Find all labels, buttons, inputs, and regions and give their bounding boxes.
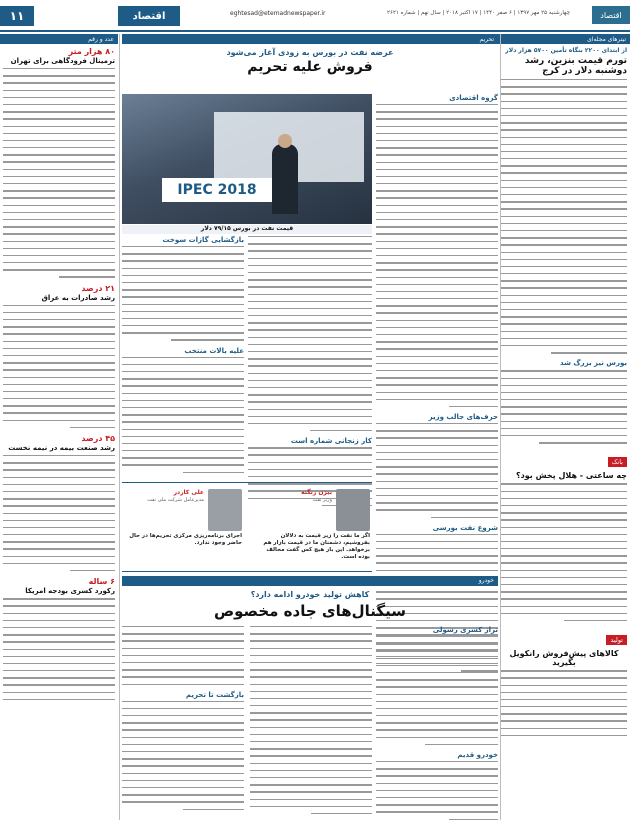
quote-2-role: مدیرعامل شرکت ملی نفت [147,497,204,503]
autos-headline: سیگنال‌های جاده مخصوص [213,602,407,620]
autos-body-text-3 [250,626,372,814]
main-subhead-2: حرف‌های جالب وزیر [428,413,498,422]
numbers-tab: عدد و رقم [0,34,118,44]
production-box-label: تولید [606,635,627,645]
autos-subhead-3: تراز کسری رسولی [432,626,498,634]
number-item-2-body [3,305,115,429]
mid-subhead-1: بازگشایی گازات سوخت [162,236,244,244]
page-header [0,0,630,32]
quote-zanganeh [250,487,372,567]
autos-body-text-4 [122,626,244,685]
quote-2-text: اجرای برنامه‌ریزی مرکزی تحریم‌ها در حال حاضر وجود ندارد. [129,533,242,546]
main-kicker: عرضه نفت در بورس به زودی آغاز می‌شود [226,48,394,57]
main-subhead-3: شروع نفت بورسی [432,523,498,532]
right-headline: تورم قیمت بنزین، رشد دوشنبه دلار در کرج [524,56,627,76]
number-item-3-value: ۴۵ درصد [81,434,115,443]
speaker-figure [272,144,298,214]
ipec-banner: IPEC 2018 [162,178,272,202]
portrait-kardor [208,489,242,531]
autos-body-text-5 [122,701,244,810]
quotes-panel [122,482,372,572]
right-body-text-3 [501,483,627,621]
section-label: اقتصاد [118,6,180,26]
dateline: چهارشنبه ۲۵ مهر ۱۳۹۷ | ۶ صفر ۱۴۴۰ | ۱۷ اکتبر ۲۰۱۸ | سال نهم | شماره ۲۶۲۱ [387,10,570,16]
masthead-logo: اقتصاد [592,6,630,24]
column-divider [119,34,120,820]
mid-subhead-2: علیه بالات منتخب [184,346,244,355]
production-box-title: کالاهای پیش‌فروش رانکویل بگیرید [509,649,619,668]
header-rule [0,30,630,32]
number-item-2-value: ۲۱ درصد [81,283,115,293]
main-headline: فروش علیه تحریم [247,59,373,75]
center-body-text [248,236,372,431]
autos-tab: خودرو [478,577,494,584]
autos-kicker: کاهش تولید خودرو ادامه دارد؟ [250,590,370,599]
conference-photo [122,94,372,224]
main-body-text-1 [376,104,498,407]
number-item-1-body [3,68,115,278]
main-tab: تحریم [122,34,498,44]
bank-box-title: چه ساعتی - هلال پخش بود؟ [516,471,627,481]
main-story [122,34,498,820]
portrait-zanganeh [336,489,370,531]
number-item-3-body [3,455,115,571]
main-subhead-1: گروه اقتصادی [449,94,498,102]
number-item-1-title: ترمینال فرودگاهی برای تهران [10,57,115,65]
autos-body-text-2 [376,761,498,820]
quote-1-name: بیژن زنگنه [301,489,332,496]
autos-body-text-1 [376,636,498,745]
right-body-text-2 [501,370,627,443]
numbers-column [0,34,118,820]
mid-subhead-3: کار زنجانی شماره است [290,437,372,446]
number-item-4-value: ۶ ساله [88,577,115,587]
page-number: ۱۱ [0,6,34,26]
number-item-3-title: رشد صنعت بیمه در نیمه نخست [8,444,115,452]
number-item-4-body [3,598,115,700]
right-subhead: بورس نیز بزرگ شد [560,359,627,368]
right-body-text-4 [501,670,627,736]
autos-tab-bar [122,576,498,586]
quote-kardor [122,487,244,567]
main-body-text-2 [376,423,498,518]
email-address[interactable]: eghtesad@etemadnewspaper.ir [230,10,326,17]
quote-1-text: اگر ما نفت را زیر قیمت به دلالان بفروشیم، دشمنان ما در قیمت بازار هم برخواهد. این بار هیچ کس گفت مخالف بوده است. [263,533,370,560]
right-column-tab: تیترهای مجله‌ای [498,34,630,44]
number-item-2-title: رشد صادرات به عراق [41,293,115,302]
right-body-text-1 [501,79,627,354]
number-item-1-value: ۸۰ هزار متر [68,47,115,56]
bank-box-label: بانک [608,457,627,467]
mid-body-text-1 [122,246,244,341]
autos-subhead-1: بازگشت تا تحریم [185,690,244,699]
photo-caption: قیمت نفت در بورس ۷۹/۱۵ دلار [122,225,372,234]
column-divider [500,34,501,820]
right-kicker: از ابتدای ۲۲۰۰ بنگاه تأمین ۵۷۰۰ هزار دلار [505,47,627,54]
right-column [498,34,630,820]
autos-subhead-4: خودرو قدیم [457,751,498,759]
quote-2-name: علی کاردر [173,489,204,496]
quote-1-role: وزیر نفت [312,497,332,503]
mid-body-text-2 [122,357,244,473]
number-item-4-title: رکورد کسری بودجه امریکا [25,587,115,596]
